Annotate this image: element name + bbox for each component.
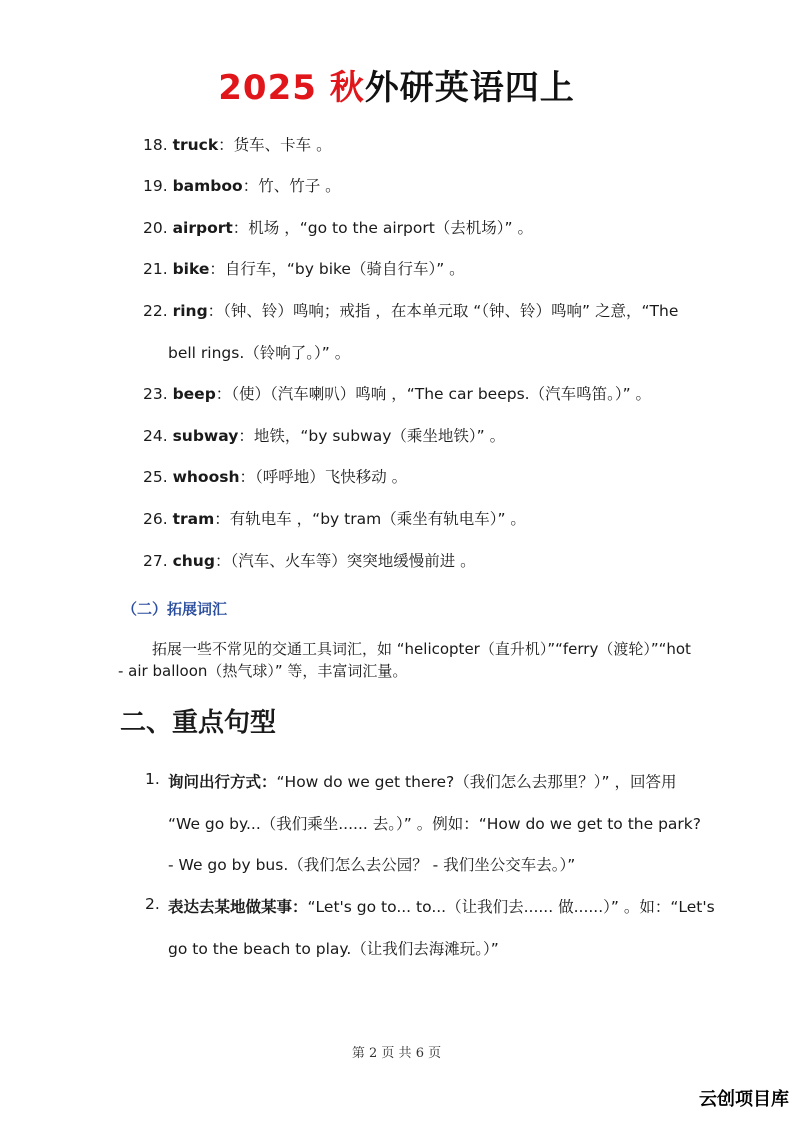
vocab-word: beep bbox=[172, 385, 216, 403]
vocab-word: bamboo bbox=[172, 177, 243, 195]
vocab-number: 18. bbox=[143, 136, 173, 154]
vocab-definition: ：自行车，“by bike（骑自行车）” 。 bbox=[209, 260, 465, 278]
extension-paragraph-line1: 拓展一些不常见的交通工具词汇，如 “helicopter（直升机）”“ferry（渡轮）”“hot bbox=[152, 640, 691, 658]
vocab-number: 21. bbox=[143, 260, 173, 278]
vocab-definition: ：地铁，“by subway（乘坐地铁）” 。 bbox=[238, 427, 506, 445]
vocab-continuation: bell rings.（铃响了。）” 。 bbox=[168, 344, 351, 362]
watermark-text: 云创项目库 bbox=[699, 1089, 789, 1110]
page-title bbox=[0, 60, 793, 109]
vocab-word: airport bbox=[172, 219, 233, 237]
sentence-label: 询问出行方式： bbox=[168, 773, 277, 791]
sentence-item-line3: - We go by bus.（我们怎么去公园？ - 我们坐公交车去。）” bbox=[168, 856, 576, 874]
section-heading: 二、重点句型 bbox=[120, 708, 277, 738]
vocab-definition: ：（汽车、火车等）突突地缓慢前进 。 bbox=[214, 552, 476, 570]
vocab-word: tram bbox=[172, 510, 215, 528]
vocab-definition: ：（呼呼地）飞快移动 。 bbox=[239, 468, 408, 486]
title-text: 外研英语四上 bbox=[364, 68, 575, 108]
vocab-word: subway bbox=[172, 427, 239, 445]
vocab-definition: ：（钟、铃）鸣响；戒指 ，在本单元取 “（钟、铃）鸣响” 之意，“The bbox=[207, 302, 679, 320]
sentence-label: 表达去某地做某事： bbox=[168, 898, 308, 916]
vocab-item bbox=[143, 259, 465, 279]
sentence-number: 1. bbox=[145, 770, 160, 788]
vocab-number: 26. bbox=[143, 510, 173, 528]
vocab-item bbox=[143, 301, 678, 321]
vocab-item bbox=[143, 509, 526, 529]
vocab-definition: ：（使）（汽车喇叭）鸣响 ，“The car beeps.（汽车鸣笛。）” 。 bbox=[215, 385, 652, 403]
vocab-number: 19. bbox=[143, 177, 173, 195]
sentence-number: 2. bbox=[145, 895, 160, 913]
sentence-item-line2: “We go by...（我们乘坐...... 去。）” 。例如：“How do we get to the park? bbox=[168, 815, 701, 833]
page-footer: 第 2 页 共 6 页 bbox=[351, 1046, 442, 1061]
vocab-item bbox=[143, 218, 533, 238]
vocab-item bbox=[143, 176, 341, 196]
vocab-word: whoosh bbox=[172, 468, 240, 486]
sentence-item-line1 bbox=[168, 895, 715, 917]
vocab-definition: ：竹、竹子 。 bbox=[242, 177, 341, 195]
sentence-item-line2: go to the beach to play.（让我们去海滩玩。）” bbox=[168, 940, 499, 958]
vocab-item bbox=[143, 467, 407, 487]
vocab-definition: ：机场 ，“go to the airport（去机场）” 。 bbox=[232, 219, 534, 237]
vocab-word: ring bbox=[172, 302, 208, 320]
vocab-number: 25. bbox=[143, 468, 173, 486]
sentence-text: “Let's go to... to...（让我们去...... 做......）” 。如：“Let's bbox=[307, 898, 715, 916]
vocab-definition: ：有轨电车 ，“by tram（乘坐有轨电车）” 。 bbox=[214, 510, 526, 528]
vocab-number: 20. bbox=[143, 219, 173, 237]
vocab-number: 24. bbox=[143, 427, 173, 445]
vocab-number: 23. bbox=[143, 385, 173, 403]
vocab-word: truck bbox=[172, 136, 219, 154]
vocab-word: bike bbox=[172, 260, 210, 278]
sentence-item-line1 bbox=[168, 770, 677, 792]
vocab-item bbox=[143, 426, 505, 446]
sentence-text: “How do we get there?（我们怎么去那里？）” ，回答用 bbox=[276, 773, 677, 791]
extension-paragraph-line2: - air balloon（热气球）” 等，丰富词汇量。 bbox=[118, 662, 408, 680]
vocab-definition: ：货车、卡车 。 bbox=[218, 136, 332, 154]
vocab-number: 22. bbox=[143, 302, 173, 320]
vocab-item bbox=[143, 551, 476, 571]
vocab-number: 27. bbox=[143, 552, 173, 570]
vocab-item bbox=[143, 384, 651, 404]
vocab-word: chug bbox=[172, 552, 215, 570]
subsection-heading: （二）拓展词汇 bbox=[122, 600, 228, 618]
title-year: 2025 秋 bbox=[218, 68, 365, 108]
vocab-item bbox=[143, 135, 332, 155]
